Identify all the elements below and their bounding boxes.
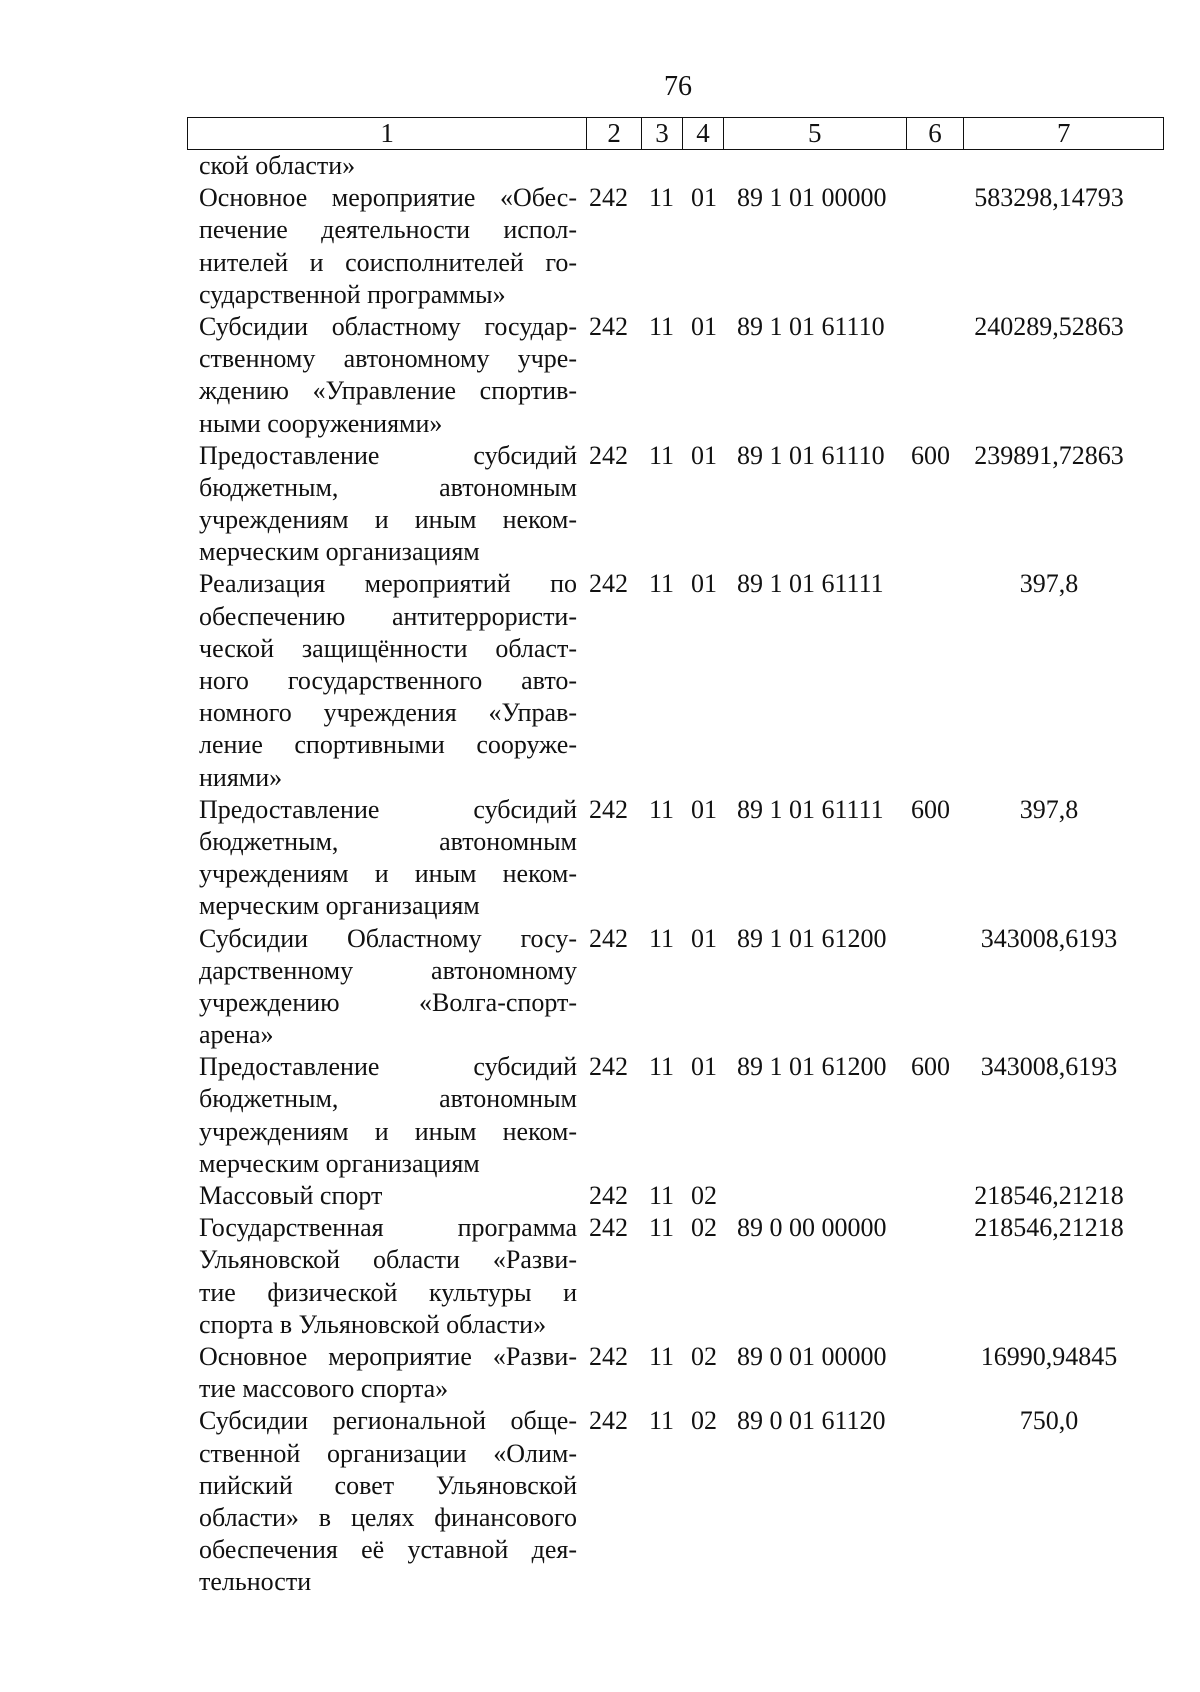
- table-row: [199, 794, 1159, 923]
- grbs-code: 242: [589, 1181, 628, 1210]
- header-col-2: 2: [587, 118, 642, 149]
- amount: 218546,21218: [974, 1213, 1124, 1243]
- description-line: мерческим организациям: [199, 1148, 480, 1178]
- amount: 239891,72863: [974, 440, 1124, 470]
- description-line: бюджетным, автономным: [199, 826, 577, 856]
- section-code: 11: [649, 1181, 675, 1210]
- section-code: 11: [649, 1213, 675, 1243]
- description-line: ческой защищённости област-: [199, 633, 577, 663]
- description-line: обеспечению антитеррористи-: [199, 601, 577, 631]
- expense-type-code: 600: [911, 440, 950, 470]
- description-line: Основное мероприятие «Обес-: [199, 183, 577, 213]
- subsection-code: 01: [691, 569, 717, 599]
- description-line: сударственной программы»: [199, 279, 506, 309]
- grbs-code: 242: [589, 1052, 628, 1082]
- description-line: области» в целях финансового: [199, 1502, 577, 1532]
- description-line: мерческим организациям: [199, 891, 480, 921]
- amount: 218546,21218: [974, 1181, 1124, 1210]
- expense-type-code: 600: [911, 794, 950, 824]
- subsection-code: 01: [691, 1052, 717, 1082]
- amount: 583298,14793: [974, 183, 1124, 213]
- description-line: тие массового спорта»: [199, 1374, 449, 1404]
- description-line: тие физической культуры и: [199, 1277, 577, 1307]
- target-article-code: 89 0 00 00000: [737, 1213, 887, 1243]
- header-col-5: 5: [724, 118, 907, 149]
- section-code: 11: [649, 183, 675, 213]
- description-line: ждению «Управление спортив-: [199, 376, 577, 406]
- table-row: [199, 1180, 1159, 1212]
- grbs-code: 242: [589, 1406, 628, 1436]
- amount: 397,8: [1019, 794, 1079, 824]
- target-article-code: 89 1 01 61200: [737, 1052, 887, 1082]
- section-code: 11: [649, 569, 675, 599]
- header-col-3: 3: [642, 118, 683, 149]
- description-line: тельности: [199, 1567, 312, 1597]
- description-line: арена»: [199, 1020, 274, 1050]
- expense-type-code: 600: [911, 1052, 950, 1082]
- section-code: 11: [649, 923, 675, 953]
- subsection-code: 02: [691, 1406, 717, 1436]
- amount: 343008,6193: [980, 923, 1118, 953]
- section-code: 11: [649, 1406, 675, 1436]
- page-number: 76: [664, 71, 692, 102]
- table-row: [199, 311, 1159, 440]
- header-col-7: 7: [1056, 118, 1071, 148]
- target-article-code: 89 1 01 61111: [737, 794, 884, 824]
- subsection-code: 02: [691, 1213, 717, 1243]
- subsection-code: 01: [691, 794, 717, 824]
- row-description: [199, 1341, 577, 1405]
- amount: 343008,6193: [980, 1052, 1118, 1082]
- subsection-code: 01: [691, 923, 717, 953]
- grbs-code: 242: [589, 569, 628, 599]
- description-line: нителей и соисполнителей го-: [199, 247, 577, 277]
- row-description: [199, 182, 577, 311]
- target-article-code: 89 1 01 61200: [737, 923, 887, 953]
- description-line: Субсидии Областному госу-: [199, 923, 577, 953]
- target-article-code: 89 1 01 61110: [737, 311, 885, 341]
- description-line: ными сооружениями»: [199, 408, 443, 438]
- grbs-code: 242: [589, 440, 628, 470]
- description-line: ниями»: [199, 762, 283, 792]
- row-description: [199, 794, 577, 923]
- row-description: [199, 1180, 577, 1212]
- grbs-code: 242: [589, 1341, 628, 1371]
- target-article-code: 89 1 01 61111: [737, 569, 884, 599]
- description-line: Предоставление субсидий: [199, 440, 577, 470]
- target-article-code: 89 0 01 00000: [737, 1341, 887, 1371]
- table-row: [199, 1051, 1159, 1180]
- subsection-code: 01: [691, 183, 717, 213]
- grbs-code: 242: [589, 1213, 628, 1243]
- table-body: [199, 150, 1159, 1598]
- header-col-6: 6: [907, 118, 965, 149]
- row-description: [199, 568, 577, 793]
- table-row: [199, 440, 1159, 569]
- table-row: [199, 1341, 1159, 1405]
- table-row: [199, 923, 1159, 1052]
- grbs-code: 242: [589, 311, 628, 341]
- grbs-code: 242: [589, 183, 628, 213]
- description-line: ного государственного авто-: [199, 666, 577, 695]
- table-row: [199, 150, 1159, 182]
- description-line: ской области»: [199, 151, 356, 180]
- description-line: Государственная программа: [199, 1213, 577, 1243]
- header-col-4: 4: [683, 118, 724, 149]
- subsection-code: 02: [691, 1341, 717, 1371]
- table-header: [187, 117, 1164, 150]
- row-description: [199, 1212, 577, 1341]
- subsection-code: 01: [691, 311, 717, 341]
- amount: 240289,52863: [974, 311, 1124, 341]
- section-code: 11: [649, 794, 675, 824]
- description-line: пийский совет Ульяновской: [199, 1470, 577, 1500]
- description-line: учреждениям и иным неком-: [199, 859, 577, 889]
- description-line: номного учреждения «Управ-: [199, 698, 577, 728]
- amount: 397,8: [1019, 569, 1079, 599]
- target-article-code: 89 1 01 61110: [737, 440, 885, 470]
- target-article-code: 89 0 01 61120: [737, 1406, 886, 1436]
- amount: 16990,94845: [980, 1341, 1118, 1371]
- description-line: обеспечения её уставной дея-: [199, 1535, 577, 1565]
- description-line: печение деятельности испол-: [199, 215, 577, 245]
- table-row: [199, 182, 1159, 311]
- row-description: [199, 923, 577, 1052]
- description-line: Предоставление субсидий: [199, 794, 577, 824]
- description-line: Основное мероприятие «Разви-: [199, 1341, 577, 1371]
- row-description: [199, 1405, 577, 1598]
- description-line: ственной организации «Олим-: [199, 1438, 577, 1468]
- description-line: спорта в Ульяновской области»: [199, 1309, 547, 1339]
- subsection-code: 02: [691, 1181, 717, 1210]
- row-description: [199, 311, 577, 440]
- description-line: Предоставление субсидий: [199, 1052, 577, 1082]
- table-row: [199, 568, 1159, 793]
- amount: 750,0: [1019, 1406, 1079, 1436]
- table-row: [199, 1405, 1159, 1598]
- description-line: Реализация мероприятий по: [199, 569, 577, 599]
- description-line: ственному автономному учре-: [199, 344, 577, 374]
- grbs-code: 242: [589, 794, 628, 824]
- description-line: Субсидии областному государ-: [199, 311, 577, 341]
- section-code: 11: [649, 1052, 675, 1082]
- description-line: дарственному автономному: [199, 955, 577, 985]
- description-line: ление спортивными сооруже-: [199, 730, 577, 760]
- description-line: бюджетным, автономным: [199, 472, 577, 502]
- section-code: 11: [649, 311, 675, 341]
- description-line: бюджетным, автономным: [199, 1084, 577, 1114]
- table-row: [199, 1212, 1159, 1341]
- row-description: [199, 1051, 577, 1180]
- description-line: Субсидии региональной обще-: [199, 1406, 577, 1436]
- description-line: мерческим организациям: [199, 537, 480, 567]
- description-line: учреждению «Волга-спорт-: [199, 987, 577, 1017]
- target-article-code: 89 1 01 00000: [737, 183, 887, 213]
- section-code: 11: [649, 440, 675, 470]
- row-description: [199, 440, 577, 569]
- row-description: [199, 150, 577, 182]
- header-col-1: 1: [188, 118, 587, 149]
- description-line: Массовый спорт: [199, 1181, 383, 1210]
- description-line: учреждениям и иным неком-: [199, 505, 577, 535]
- grbs-code: 242: [589, 923, 628, 953]
- subsection-code: 01: [691, 440, 717, 470]
- section-code: 11: [649, 1341, 675, 1371]
- description-line: Ульяновской области «Разви-: [199, 1245, 577, 1275]
- description-line: учреждениям и иным неком-: [199, 1116, 577, 1146]
